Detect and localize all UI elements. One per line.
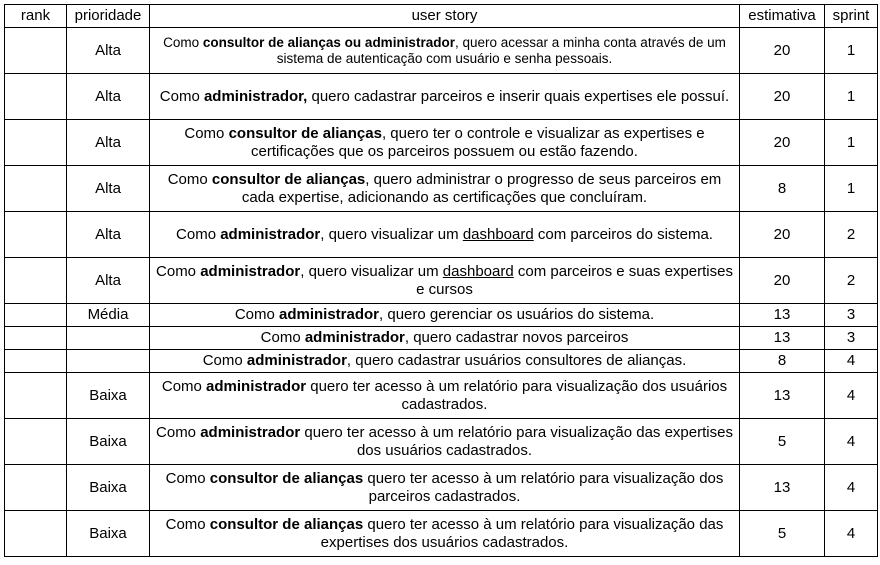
priority-cell: Baixa xyxy=(67,373,150,419)
priority-cell: Baixa xyxy=(67,465,150,511)
story-text: , quero acessar a minha conta através de um sistema de autenticação com usuário e senha pessoais. xyxy=(276,34,726,66)
estimate-cell: 20 xyxy=(740,212,825,258)
story-role-text: administrador xyxy=(279,306,380,323)
priority-cell: Alta xyxy=(67,258,150,304)
story-link-text: dashboard xyxy=(462,225,534,243)
priority-cell xyxy=(67,327,150,350)
priority-cell: Média xyxy=(67,304,150,327)
sprint-cell: 4 xyxy=(825,511,878,557)
story-role-text: consultor de alianças ou administrador xyxy=(202,34,455,50)
table-row xyxy=(5,120,878,166)
rank-cell xyxy=(5,212,67,258)
rank-cell xyxy=(5,465,67,511)
sprint-cell: 1 xyxy=(825,120,878,166)
rank-cell xyxy=(5,304,67,327)
story-text: Como xyxy=(165,469,210,487)
backlog-table xyxy=(4,4,878,557)
estimate-cell: 20 xyxy=(740,258,825,304)
sprint-cell: 1 xyxy=(825,74,878,120)
story-text: Como xyxy=(167,170,212,188)
story-role-text: administrador xyxy=(200,262,301,280)
story-text: Como xyxy=(234,306,279,323)
user-story-cell xyxy=(150,373,740,419)
rank-cell xyxy=(5,74,67,120)
priority-cell: Alta xyxy=(67,74,150,120)
user-story-cell xyxy=(150,350,740,373)
story-text: Como xyxy=(165,515,210,533)
story-role-text: consultor de alianças xyxy=(209,469,364,487)
story-text: Como xyxy=(202,352,247,369)
user-story-cell xyxy=(150,28,740,74)
estimate-cell: 8 xyxy=(740,350,825,373)
story-role-text: consultor de alianças xyxy=(228,124,382,142)
header-sprint: sprint xyxy=(825,5,878,28)
story-text: quero ter acesso à um relatório para visualização das expertises dos usuários cadastrados. xyxy=(320,515,724,551)
rank-cell xyxy=(5,166,67,212)
story-text: , quero cadastrar usuários consultores de alianças. xyxy=(346,352,687,369)
story-text: quero ter acesso à um relatório para visualização dos usuários cadastrados. xyxy=(306,377,728,413)
rank-cell xyxy=(5,419,67,465)
user-story-cell xyxy=(150,511,740,557)
priority-cell: Baixa xyxy=(67,511,150,557)
priority-cell: Alta xyxy=(67,120,150,166)
story-text: , quero visualizar um xyxy=(320,225,463,243)
story-role-text: consultor de alianças xyxy=(211,170,366,188)
story-role-text: administrador, xyxy=(203,87,308,105)
story-text: Como xyxy=(156,423,201,441)
estimate-cell: 13 xyxy=(740,373,825,419)
story-text: , quero gerenciar os usuários do sistema. xyxy=(379,306,655,323)
estimate-cell: 8 xyxy=(740,166,825,212)
story-text: Como xyxy=(184,124,229,142)
table-row xyxy=(5,327,878,350)
table-row xyxy=(5,511,878,557)
story-text: Como xyxy=(161,377,207,395)
rank-cell xyxy=(5,511,67,557)
table-header xyxy=(5,5,878,28)
priority-cell: Alta xyxy=(67,28,150,74)
table-row xyxy=(5,74,878,120)
story-text: com parceiros e suas expertises e cursos xyxy=(416,262,733,298)
story-role-text: administrador xyxy=(200,423,301,441)
story-text: , quero visualizar um xyxy=(300,262,443,280)
story-text: Como xyxy=(176,225,221,243)
estimate-cell: 5 xyxy=(740,511,825,557)
story-text: quero ter acesso à um relatório para visualização das expertises dos usuários cadastrados. xyxy=(300,423,733,459)
header-rank: rank xyxy=(5,5,67,28)
priority-cell: Baixa xyxy=(67,419,150,465)
table-row xyxy=(5,212,878,258)
table-body xyxy=(5,28,878,557)
estimate-cell: 13 xyxy=(740,465,825,511)
story-text: , quero administrar o progresso de seus parceiros em cada expertise, adicionando as certificações que concluíram. xyxy=(241,170,722,206)
table-row xyxy=(5,166,878,212)
rank-cell xyxy=(5,120,67,166)
story-text: , quero cadastrar novos parceiros xyxy=(404,329,629,346)
story-link-text: dashboard xyxy=(442,262,514,280)
sprint-cell: 4 xyxy=(825,419,878,465)
rank-cell xyxy=(5,350,67,373)
user-story-cell xyxy=(150,166,740,212)
sprint-cell: 4 xyxy=(825,465,878,511)
header-priority: prioridade xyxy=(67,5,150,28)
sprint-cell: 2 xyxy=(825,212,878,258)
sprint-cell: 3 xyxy=(825,304,878,327)
priority-cell xyxy=(67,350,150,373)
estimate-cell: 20 xyxy=(740,120,825,166)
user-story-cell xyxy=(150,74,740,120)
user-story-cell xyxy=(150,327,740,350)
header-estimate: estimativa xyxy=(740,5,825,28)
story-text: quero ter acesso à um relatório para visualização dos parceiros cadastrados. xyxy=(363,469,724,505)
sprint-cell: 1 xyxy=(825,166,878,212)
priority-cell: Alta xyxy=(67,212,150,258)
user-story-cell xyxy=(150,465,740,511)
story-text: quero cadastrar parceiros e inserir quais expertises ele possuí. xyxy=(307,87,730,105)
priority-cell: Alta xyxy=(67,166,150,212)
story-text: Como xyxy=(156,262,201,280)
sprint-cell: 4 xyxy=(825,350,878,373)
header-user-story: user story xyxy=(150,5,740,28)
user-story-cell xyxy=(150,304,740,327)
estimate-cell: 13 xyxy=(740,304,825,327)
story-role-text: administrador xyxy=(206,377,307,395)
rank-cell xyxy=(5,28,67,74)
estimate-cell: 20 xyxy=(740,74,825,120)
sprint-cell: 3 xyxy=(825,327,878,350)
sprint-cell: 2 xyxy=(825,258,878,304)
user-story-cell xyxy=(150,419,740,465)
story-role-text: administrador xyxy=(246,352,347,369)
story-text: Como xyxy=(163,34,203,50)
estimate-cell: 20 xyxy=(740,28,825,74)
story-text: Como xyxy=(260,329,305,346)
story-role-text: administrador xyxy=(220,225,321,243)
story-role-text: consultor de alianças xyxy=(209,515,364,533)
table-row xyxy=(5,350,878,373)
table-row xyxy=(5,419,878,465)
rank-cell xyxy=(5,373,67,419)
sprint-cell: 4 xyxy=(825,373,878,419)
story-text: com parceiros do sistema. xyxy=(533,225,713,243)
story-role-text: administrador xyxy=(304,329,405,346)
table-row xyxy=(5,258,878,304)
header-row xyxy=(5,5,878,28)
table-row xyxy=(5,373,878,419)
table-row xyxy=(5,465,878,511)
user-story-cell xyxy=(150,258,740,304)
user-story-cell xyxy=(150,120,740,166)
estimate-cell: 5 xyxy=(740,419,825,465)
user-story-cell xyxy=(150,212,740,258)
story-text: , quero ter o controle e visualizar as expertises e certificações que os parceiros possuem ou estão fazendo. xyxy=(251,124,705,160)
rank-cell xyxy=(5,258,67,304)
rank-cell xyxy=(5,327,67,350)
table-row xyxy=(5,304,878,327)
table-row xyxy=(5,28,878,74)
estimate-cell: 13 xyxy=(740,327,825,350)
story-text: Como xyxy=(159,87,204,105)
sprint-cell: 1 xyxy=(825,28,878,74)
